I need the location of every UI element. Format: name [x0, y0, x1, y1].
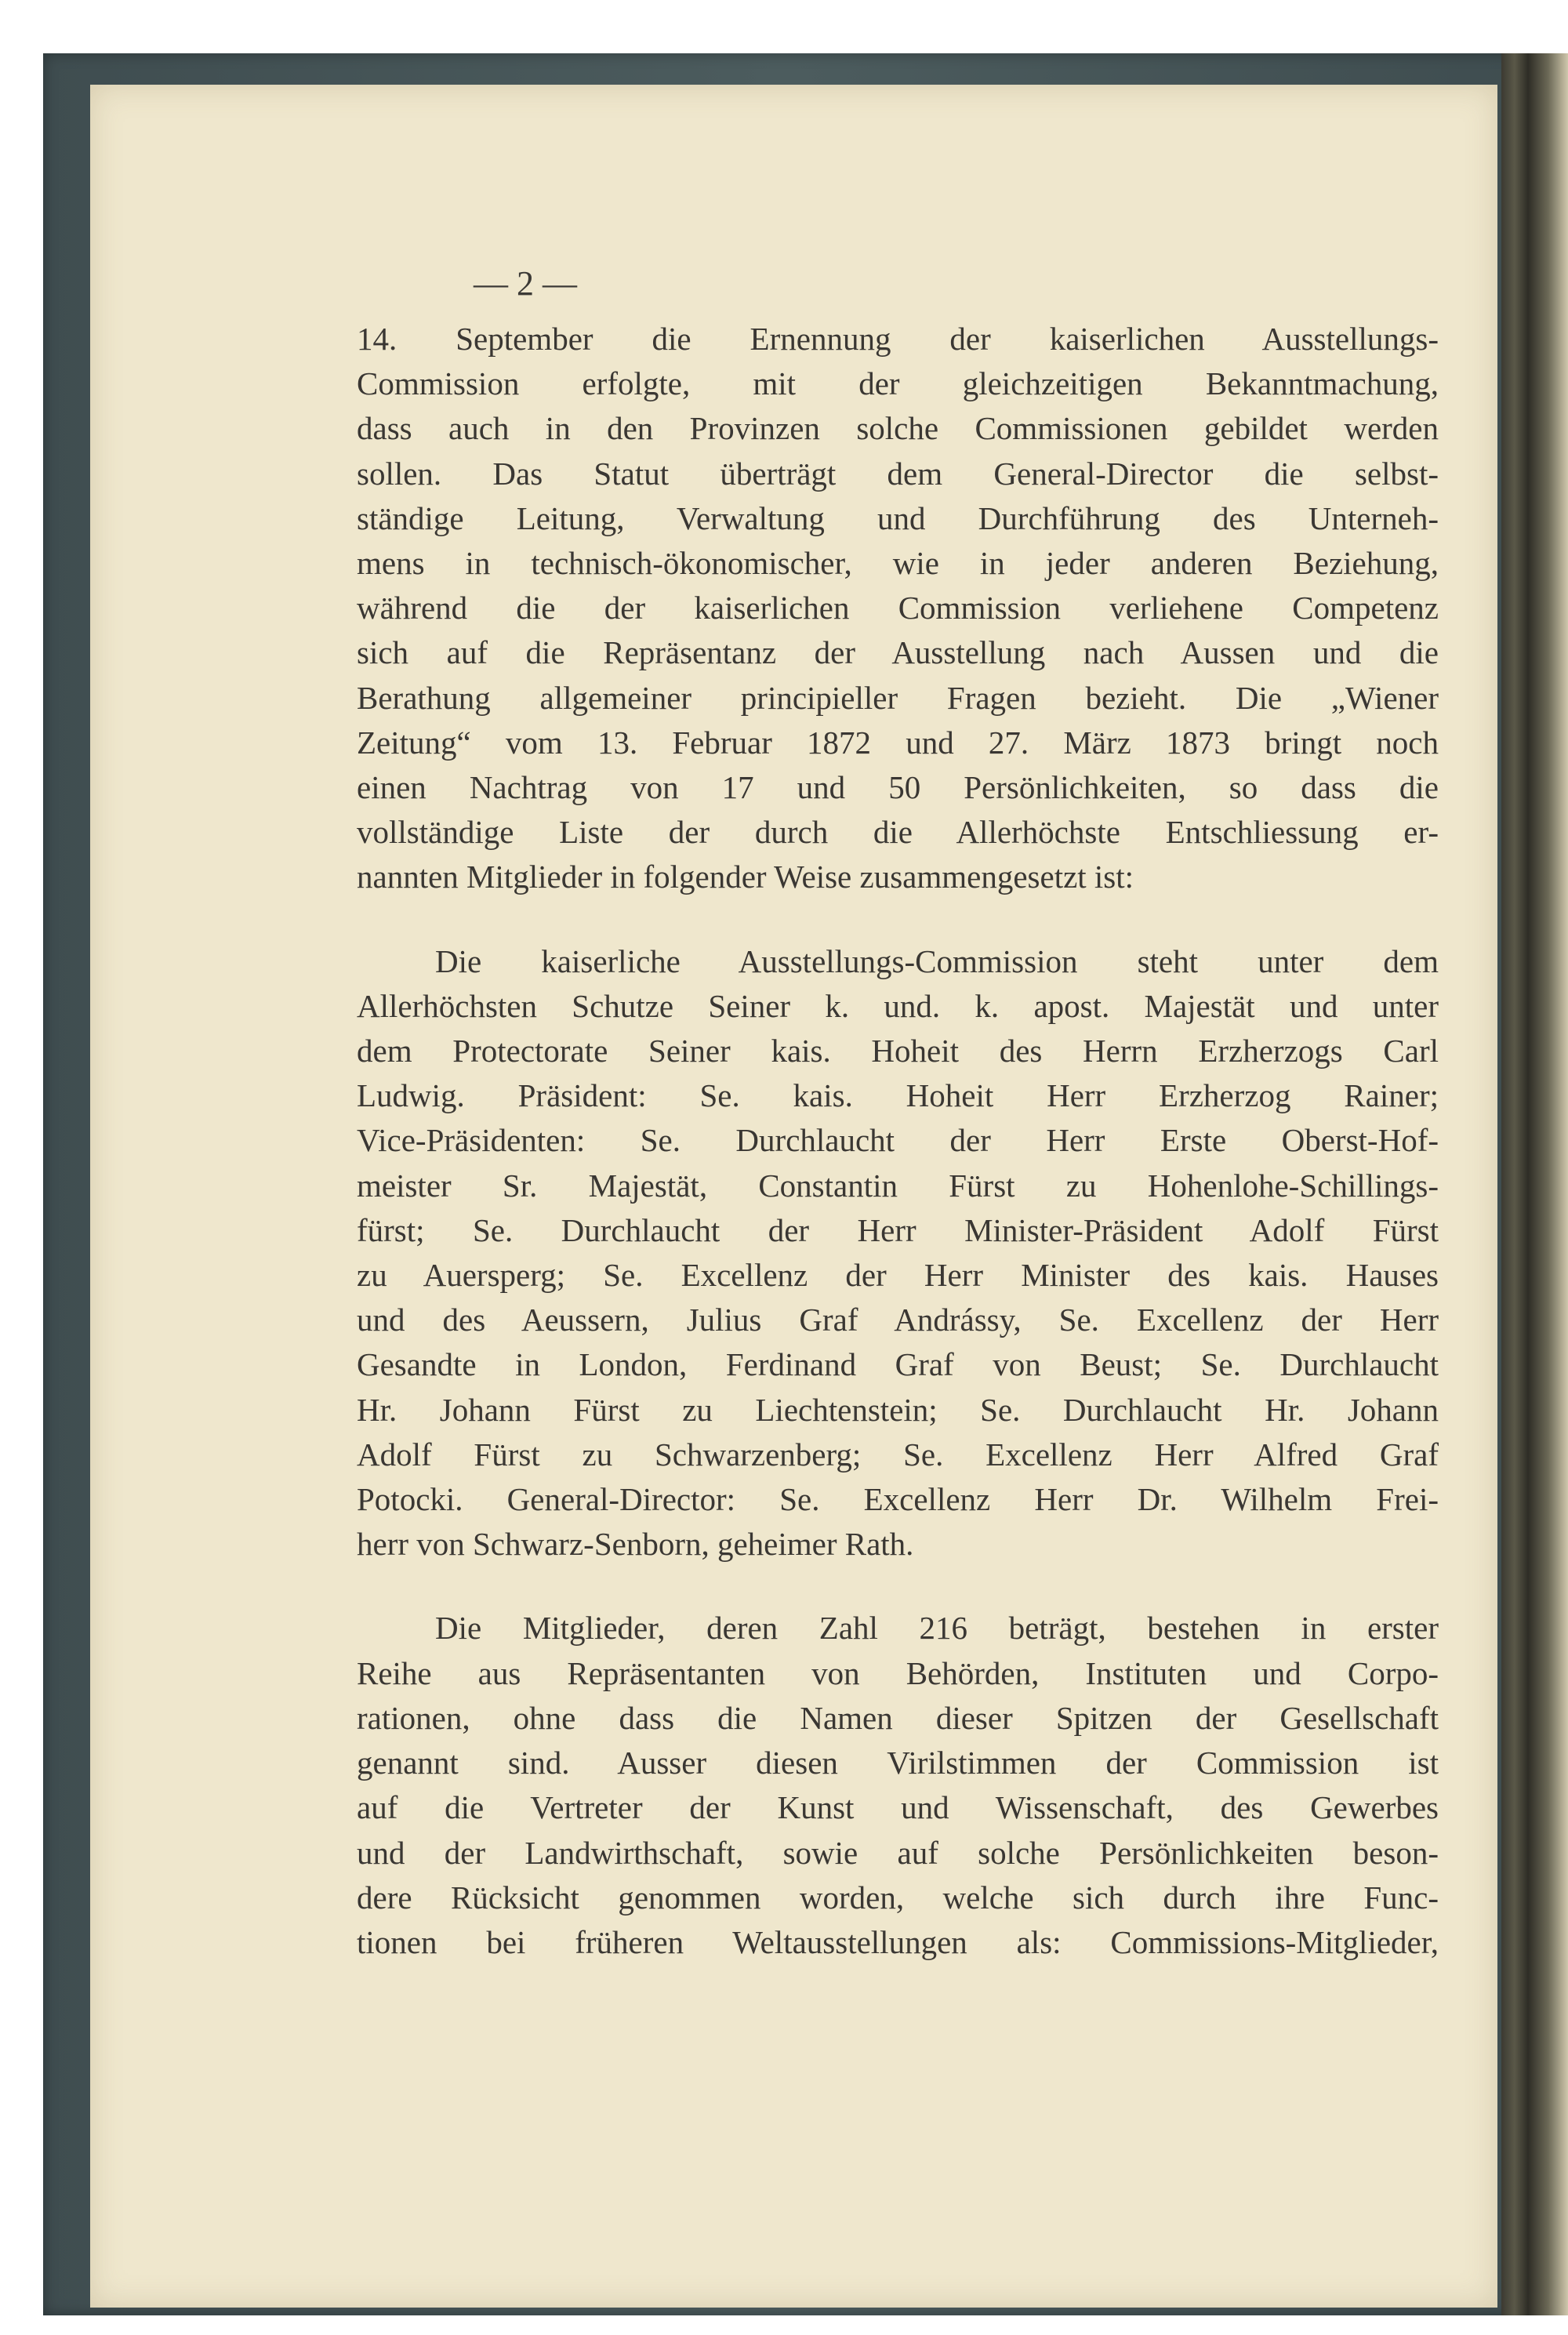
text-line: ständige Leitung, Verwaltung und Durchführung des Unterneh-: [357, 499, 1439, 536]
text-line: dass auch in den Provinzen solche Commissionen gebildet werden: [357, 410, 1439, 447]
paragraph-1: [357, 317, 1439, 900]
text-line: fürst; Se. Durchlaucht der Herr Minister-Präsident Adolf Fürst: [357, 1211, 1439, 1248]
text-line: zu Auersperg; Se. Excellenz der Herr Minister des kais. Hauses: [357, 1257, 1439, 1294]
text-line: tionen bei früheren Weltausstellungen als: Commissions-Mitglieder,: [357, 1923, 1439, 1960]
text-line: Potocki. General-Director: Se. Excellenz Herr Dr. Wilhelm Frei-: [357, 1481, 1439, 1518]
text-line: Ludwig. Präsident: Se. kais. Hoheit Herr Erzherzog Rainer;: [357, 1077, 1439, 1114]
text-line: dem Protectorate Seiner kais. Hoheit des Herrn Erzherzogs Carl: [357, 1033, 1439, 1069]
text-line: Die kaiserliche Ausstellungs-Commission steht unter dem: [435, 942, 1439, 979]
text-line: Adolf Fürst zu Schwarzenberg; Se. Excellenz Herr Alfred Graf: [357, 1436, 1439, 1473]
text-line: Die Mitglieder, deren Zahl 216 beträgt, bestehen in erster: [435, 1610, 1439, 1647]
text-line: mens in technisch-ökonomischer, wie in jeder anderen Beziehung,: [357, 545, 1439, 582]
paragraph-3: [357, 1606, 1439, 1965]
text-line: nannten Mitglieder in folgender Weise zusammengesetzt ist:: [357, 859, 1134, 895]
text-line: einen Nachtrag von 17 und 50 Persönlichkeiten, so dass die: [357, 769, 1439, 806]
page-number: — 2 —: [474, 264, 577, 303]
text-line: sollen. Das Statut überträgt dem General-Director die selbst-: [357, 455, 1439, 492]
text-line: Reihe aus Repräsentanten von Behörden, Instituten und Corpo-: [357, 1654, 1439, 1691]
text-line: vollständige Liste der durch die Allerhöchste Entschliessung er-: [357, 814, 1439, 851]
text-line: dere Rücksicht genommen worden, welche sich durch ihre Func-: [357, 1879, 1439, 1916]
text-line: meister Sr. Majestät, Constantin Fürst zu Hohenlohe-Schillings-: [357, 1167, 1439, 1204]
text-line: Commission erfolgte, mit der gleichzeitigen Bekanntmachung,: [357, 365, 1439, 402]
text-line: Allerhöchsten Schutze Seiner k. und. k. apost. Majestät und unter: [357, 987, 1439, 1024]
paper-page: [90, 85, 1497, 2308]
paragraph-gap: [357, 900, 1439, 939]
text-line: herr von Schwarz-Senborn, geheimer Rath.: [357, 1526, 914, 1563]
text-line: auf die Vertreter der Kunst und Wissenschaft, des Gewerbes: [357, 1789, 1439, 1826]
book-spine-edge: [1501, 53, 1568, 2315]
text-line: Vice-Präsidenten: Se. Durchlaucht der Herr Erste Oberst-Hof-: [357, 1122, 1439, 1159]
text-line: und des Aeussern, Julius Graf Andrássy, Se. Excellenz der Herr: [357, 1302, 1439, 1338]
text-line: rationen, ohne dass die Namen dieser Spitzen der Gesellschaft: [357, 1699, 1439, 1736]
text-line: Hr. Johann Fürst zu Liechtenstein; Se. Durchlaucht Hr. Johann: [357, 1391, 1439, 1428]
text-line: Gesandte in London, Ferdinand Graf von Beust; Se. Durchlaucht: [357, 1346, 1439, 1383]
text-line: Berathung allgemeiner principieller Fragen bezieht. Die „Wiener: [357, 679, 1439, 716]
text-line: Zeitung“ vom 13. Februar 1872 und 27. März 1873 bringt noch: [357, 724, 1439, 761]
text-line: sich auf die Repräsentanz der Ausstellung nach Aussen und die: [357, 634, 1439, 671]
text-line: 14. September die Ernennung der kaiserlichen Ausstellungs-: [357, 321, 1439, 357]
text-line: und der Landwirthschaft, sowie auf solche Persönlichkeiten beson-: [357, 1834, 1439, 1871]
text-line: während die der kaiserlichen Commission verliehene Competenz: [357, 590, 1439, 626]
text-line: genannt sind. Ausser diesen Virilstimmen der Commission ist: [357, 1745, 1439, 1781]
body-text: [357, 317, 1439, 1965]
paragraph-gap: [357, 1567, 1439, 1606]
paragraph-2: [357, 939, 1439, 1567]
